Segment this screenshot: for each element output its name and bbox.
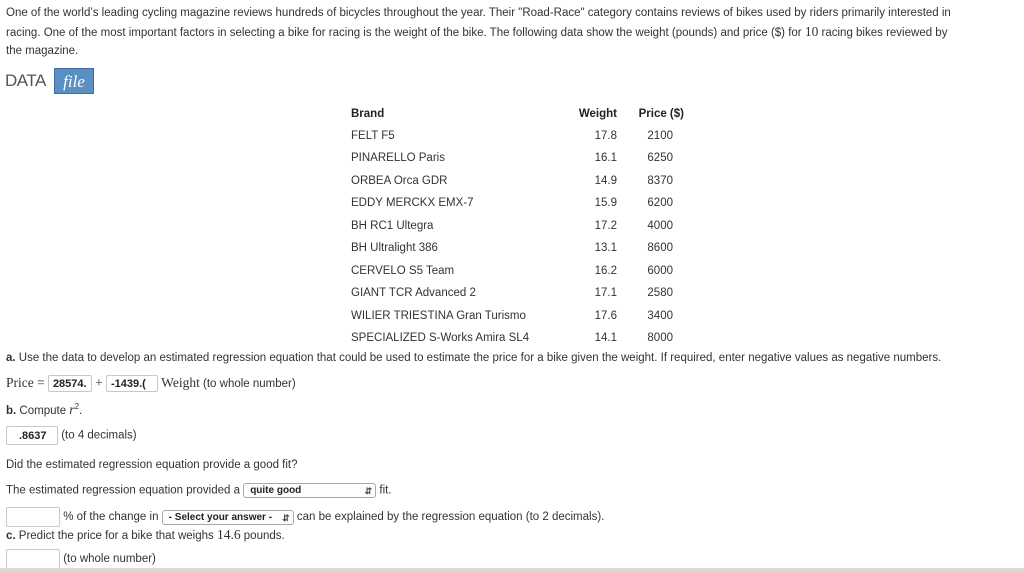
table-row: [351, 175, 691, 193]
percent-text: % of the change in: [63, 511, 159, 524]
cell-weight: 13.1: [594, 242, 617, 254]
intro-line-2-text: racing. One of the most important factors in selecting a bike for racing is the weight of the bike. The following data show the weight (pounds) and price ($) for: [6, 26, 805, 39]
r-squared-row: [6, 426, 137, 445]
table-row: [351, 332, 691, 350]
part-a-hint: (to whole number): [203, 378, 296, 390]
cell-brand: PINARELLO Paris: [351, 152, 445, 164]
problem-intro: [6, 4, 1024, 61]
plus-sign: +: [95, 375, 103, 390]
cell-price: 8000: [647, 332, 673, 344]
part-c-suffix: pounds.: [240, 530, 285, 542]
intro-line-2: [6, 23, 1024, 43]
table-row: [351, 287, 691, 305]
r-symbol: r: [69, 402, 75, 417]
r-squared-input[interactable]: .8637: [6, 426, 58, 445]
cell-weight: 14.1: [594, 332, 617, 344]
cell-price: 8600: [647, 242, 673, 254]
file-icon: file: [54, 68, 94, 94]
cell-price: 3400: [647, 310, 673, 322]
variable-select-value: - Select your answer -: [168, 511, 273, 523]
part-b-label: b.: [6, 405, 17, 417]
table-row: [351, 152, 691, 170]
cell-brand: GIANT TCR Advanced 2: [351, 287, 476, 299]
cell-price: 6000: [647, 265, 673, 277]
bike-count: 10: [804, 23, 819, 39]
cell-brand: WILIER TRIESTINA Gran Turismo: [351, 310, 526, 322]
fit-statement-prefix: The estimated regression equation provided a: [6, 484, 240, 497]
data-file-label: DATA: [5, 71, 46, 90]
select-arrows-icon: ⇵: [282, 512, 290, 523]
regression-equation: [6, 375, 296, 392]
weight-label: Weight: [161, 375, 200, 390]
table-row: [351, 242, 691, 260]
fit-question: Did the estimated regression equation provide a good fit?: [6, 459, 298, 471]
bottom-divider: [0, 568, 1024, 572]
table-row: [351, 265, 691, 283]
part-c-weight: 14.6: [216, 527, 241, 542]
cell-brand: CERVELO S5 Team: [351, 265, 455, 277]
part-b-question: [6, 402, 82, 418]
fit-statement: [6, 483, 392, 498]
part-c-hint: (to whole number): [63, 553, 156, 566]
part-a-question: [6, 352, 941, 364]
cell-weight: 17.6: [594, 310, 617, 322]
header-weight: Weight: [578, 108, 617, 120]
cell-weight: 14.9: [594, 175, 617, 187]
cell-weight: 15.9: [594, 197, 617, 209]
fit-quality-select[interactable]: [243, 483, 376, 498]
cell-weight: 17.2: [594, 220, 617, 232]
part-b-text: Compute: [16, 405, 70, 417]
cell-price: 2580: [647, 287, 673, 299]
table-row: [351, 130, 691, 148]
cell-weight: 16.1: [594, 152, 617, 164]
price-label: Price =: [6, 375, 45, 390]
intro-line-3: the magazine.: [6, 45, 79, 57]
fit-quality-value: quite good: [250, 485, 302, 496]
cell-brand: EDDY MERCKX EMX-7: [351, 197, 474, 209]
cell-brand: SPECIALIZED S-Works Amira SL4: [351, 332, 530, 344]
percent-row: [6, 507, 604, 527]
cell-brand: ORBEA Orca GDR: [351, 175, 448, 187]
part-a-text: Use the data to develop an estimated regression equation that could be used to estimate the price for a bike given the weight. If required, enter negative values as negative numbers.: [15, 352, 942, 364]
intro-line-2-end: racing bikes reviewed by: [818, 26, 948, 39]
cell-price: 6200: [647, 197, 673, 209]
cell-weight: 17.1: [594, 287, 617, 299]
fit-statement-suffix: fit.: [379, 484, 392, 497]
part-c-question: [6, 527, 285, 543]
cell-brand: BH Ultralight 386: [351, 242, 438, 254]
part-a-label: a.: [6, 352, 16, 364]
cell-weight: 16.2: [594, 265, 617, 277]
prediction-row: [6, 549, 156, 569]
cell-price: 8370: [647, 175, 673, 187]
slope-input[interactable]: -1439.(: [106, 375, 158, 392]
header-price: Price ($): [638, 108, 684, 120]
part-b-dot: .: [79, 405, 83, 417]
variable-select[interactable]: [162, 510, 294, 525]
part-c-label: c.: [6, 530, 16, 542]
part-c-text: Predict the price for a bike that weighs: [15, 530, 217, 542]
table-header: [351, 108, 691, 126]
part-b-hint: (to 4 decimals): [61, 429, 137, 442]
cell-price: 4000: [647, 220, 673, 232]
prediction-input[interactable]: [6, 549, 60, 569]
intercept-input[interactable]: 28574.: [48, 375, 92, 392]
cell-price: 2100: [647, 130, 673, 142]
intro-line-1: One of the world’s leading cycling magazine reviews hundreds of bicycles throughout the year. Their "Road-Race" category contains reviews of bikes used by riders primarily interested in: [6, 7, 951, 19]
select-arrows-icon: ⇵: [364, 486, 373, 496]
cell-brand: BH RC1 Ultegra: [351, 220, 434, 232]
cell-price: 6250: [647, 152, 673, 164]
percent-suffix: can be explained by the regression equation (to 2 decimals).: [296, 511, 605, 524]
header-brand: Brand: [351, 108, 385, 120]
cell-brand: FELT F5: [351, 130, 395, 142]
r-exponent: 2: [74, 402, 80, 412]
table-row: [351, 310, 691, 328]
table-row: [351, 197, 691, 215]
table-row: [351, 220, 691, 238]
percent-input[interactable]: [6, 507, 60, 527]
cell-weight: 17.8: [594, 130, 617, 142]
